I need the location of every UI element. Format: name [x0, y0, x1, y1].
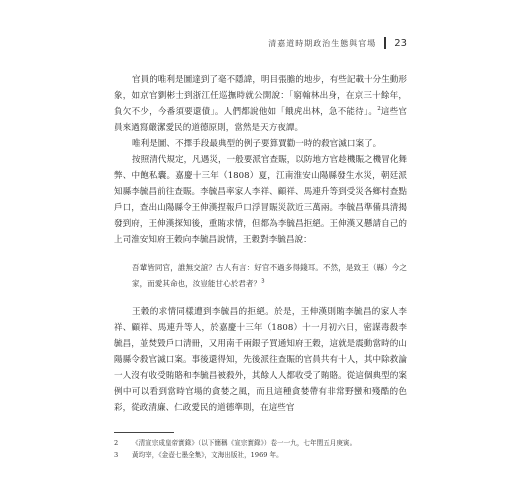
footnote-text: 《清宣宗成皇帝實錄》（以下簡稱《宣宗實錄》）卷一一九，七年閏五月庚寅。 [132, 439, 357, 447]
paragraph-3: 按照清代規定，凡遇災，一般要派官查賑，以防地方官趁機賑之機冒化舞弊、中飽私囊。嘉慶十三年（1808）夏，江南淮安山陽縣發生水災，朝廷派知縣李毓昌前往查賑。李毓昌率家人李祥、顧祥、馬連升等到受災各鄉村查點戶口，查出山陽縣令王伸漢捏報戶口浮冒賑災款近三萬兩。李毓昌準備具清揭發到府，王伸漢探知後，重賄求情，但都為李毓昌拒絕。王伸漢又懸請自己的上司淮安知府王穀向李毓昌說情，王穀對李毓昌說： [114, 155, 408, 245]
footnote-ref-2: 2 [377, 106, 381, 113]
block-quote: 吾輩皆同官，誰無交誼？古人有言：好官不過多得錢耳。不然，是致王（縣）今之家，而愛其命也，汝豈能甘心於君者？$^3$ [132, 263, 407, 288]
footnote-number: 2 [114, 439, 119, 447]
paragraph-1: 官員的唯利是圖達到了毫不隱諱，明目張膽的地步，有些記載十分生動形象，如京官劉彬士到浙江任巡撫時就公開說：「窮翰林出身，在京三十餘年，負欠不少，今番須要還債」。人們都說他如「餓虎出林，急不能待」。$^2$這些官員來過寫嚴潔愛民的道德原則，當然是天方夜譚。 [114, 75, 408, 133]
footnote-item [114, 437, 407, 449]
page-number: 23 [394, 37, 407, 49]
footnote-divider [114, 432, 174, 433]
running-header [268, 37, 407, 49]
paragraph-2: 唯利是圖、不擇手段最典型的例子要算賈勸一時的殺官滅口案了。 [132, 139, 382, 149]
paragraph-4: 王穀的求情同樣遭到李毓昌的拒絕。於是，王伸漢則賄李毓昌的家人李祥、顧祥、馬連升等人，於嘉慶十三年（1808）十一月初六日，密謀毒殺李毓昌，並焚毀戶口清冊，又用南千兩銀子買通知府王穀，這就是震動當時的山陽縣令殺官滅口案。事後還得知，先後派往查賑的官員共有十人，其中除救論一人沒有收受賄賂和李毓昌被殺外，其餘人人都收受了賄賂。從這個典型的案例中可以看到當時官場的貪婪之風，而且這種貪婪帶有非常野蠻和殘酷的色彩，從政清廉、仁政愛民的道德準則，在這些官 [114, 307, 407, 413]
main-text [114, 72, 407, 416]
footnotes [114, 437, 407, 461]
footnote-number: 3 [114, 451, 119, 459]
footnote-ref-3: 3 [261, 278, 265, 285]
footnote-text: 黃均宰，《金壺七墨全集》，文海出版社，1969 年。 [132, 451, 283, 459]
header-divider [384, 37, 386, 49]
footnote-item [114, 449, 407, 461]
chapter-title: 清嘉道時期政治生態與官場 [268, 38, 377, 48]
